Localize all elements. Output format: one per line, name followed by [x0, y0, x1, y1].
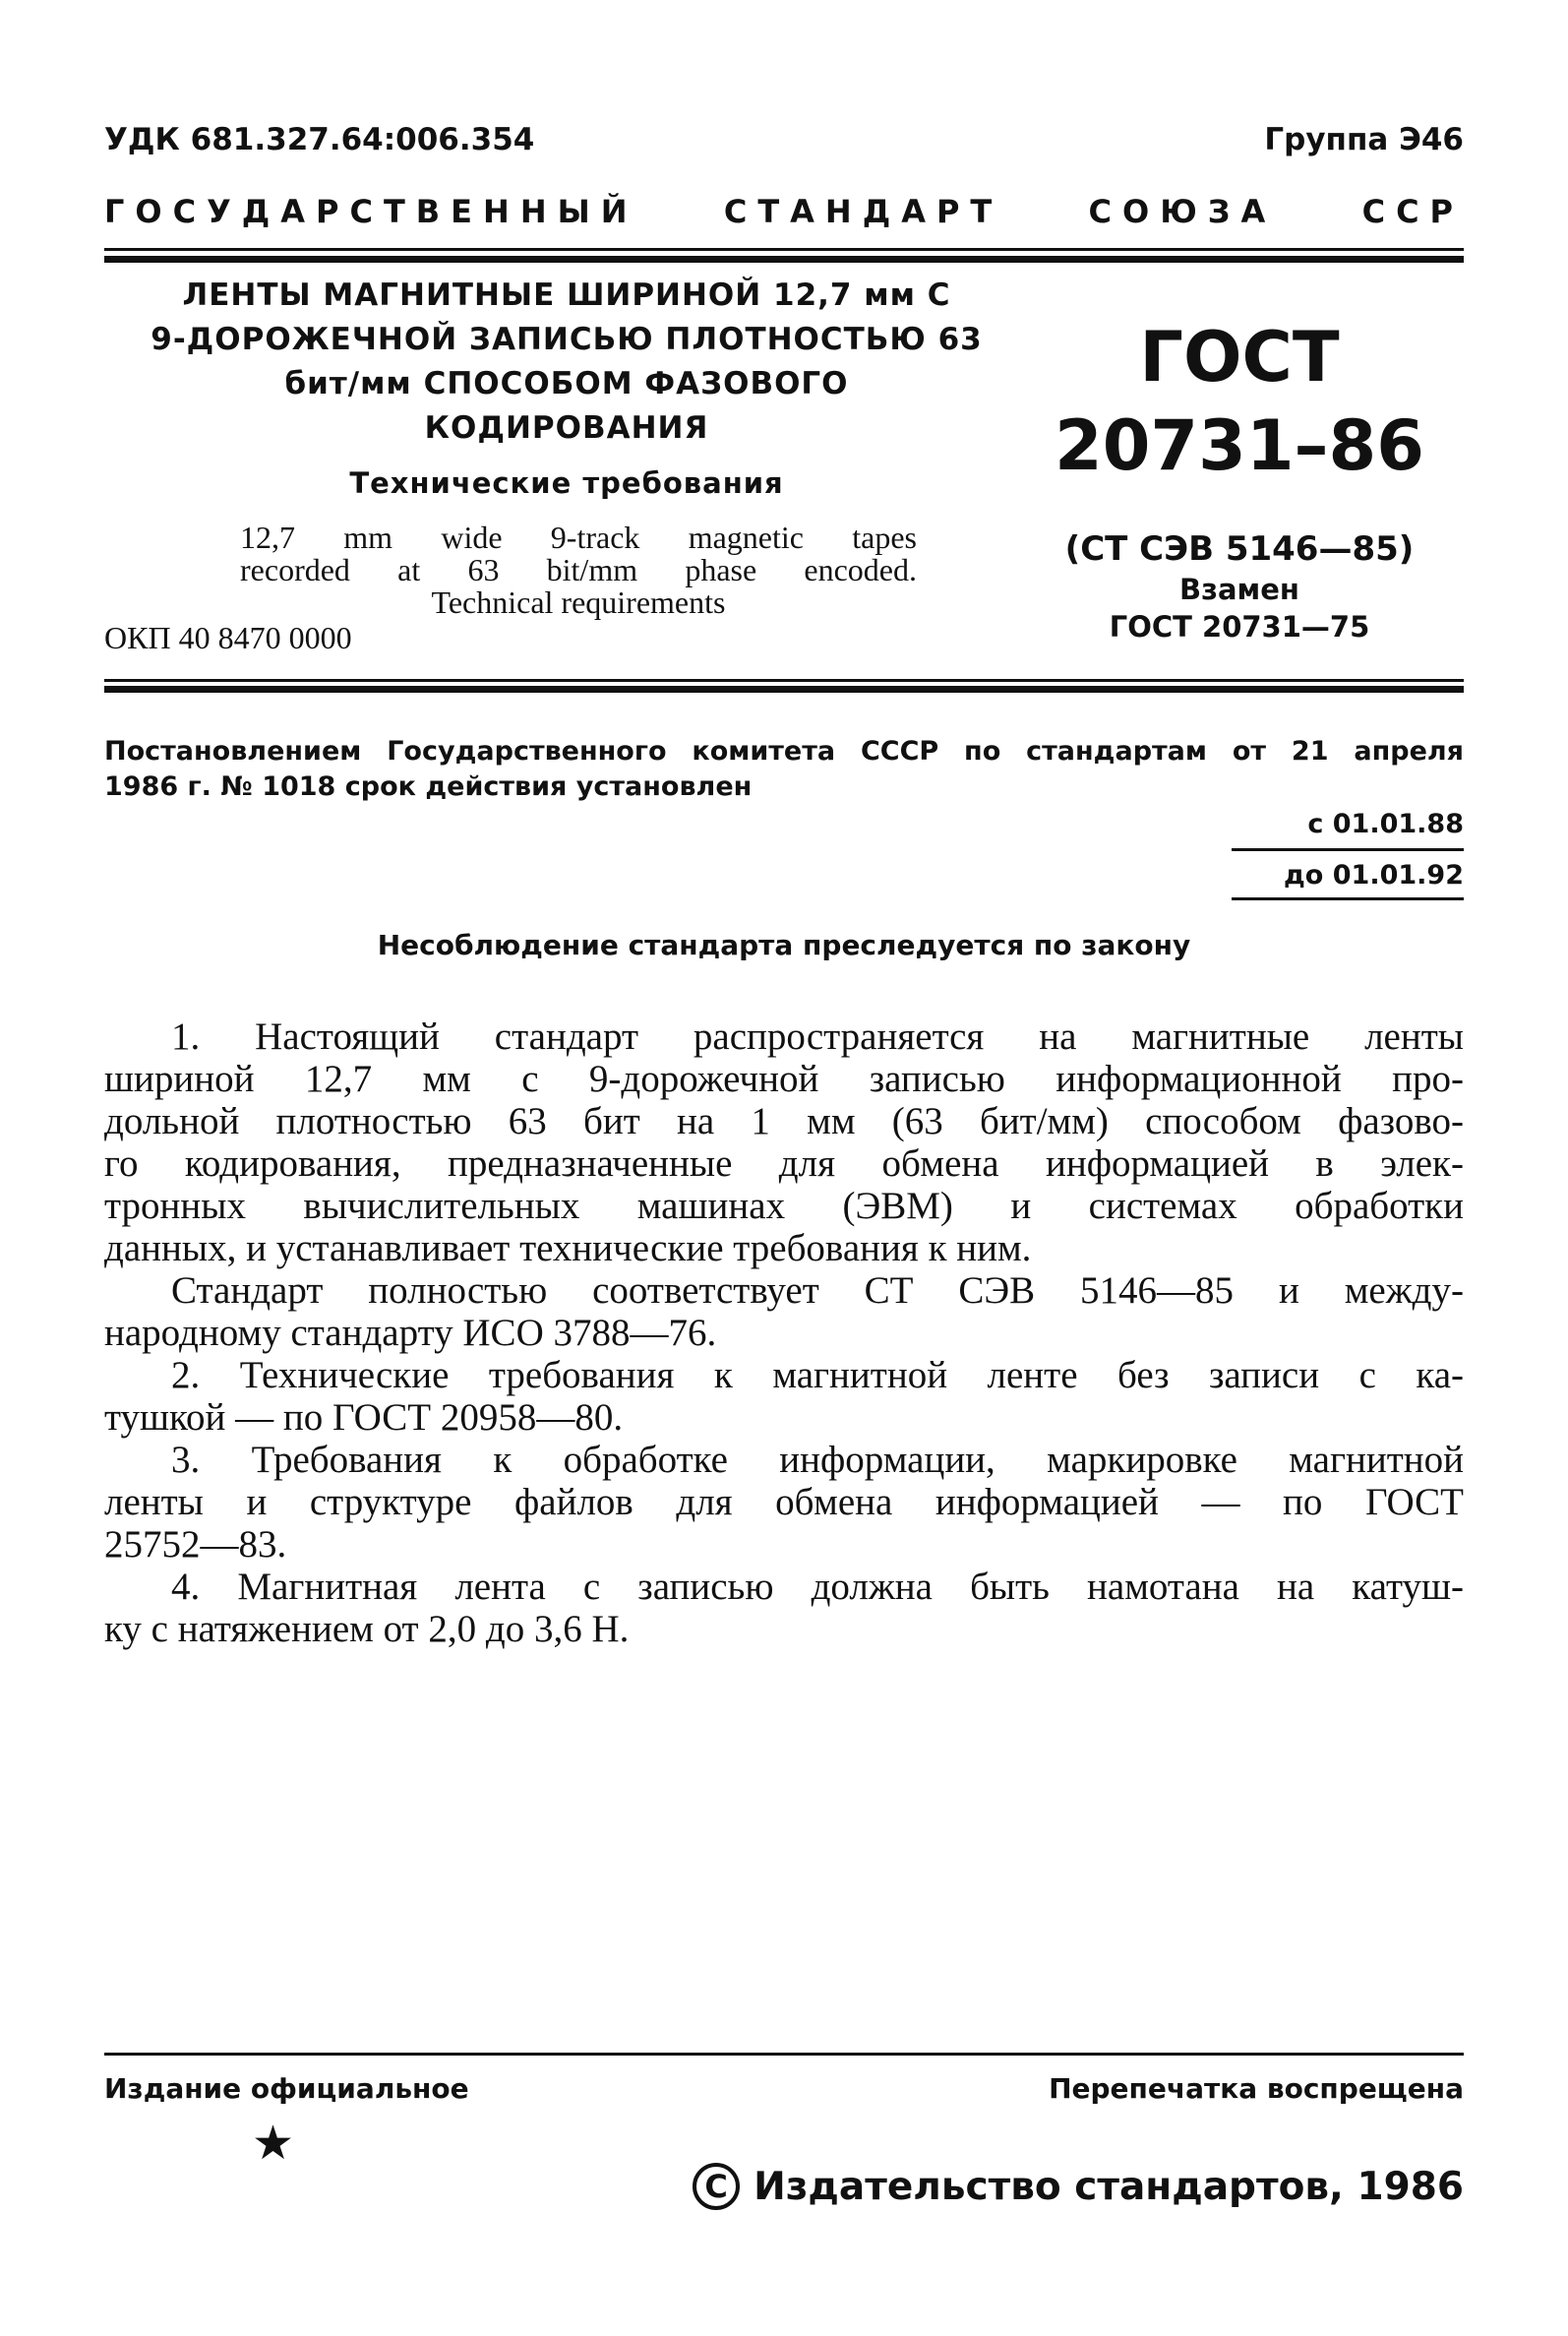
title-line: КОДИРОВАНИЯ	[424, 410, 709, 446]
official-edition: Издание официальное	[104, 2072, 469, 2105]
body-line: дольной плотностью 63 бит на 1 мм (63 бит/мм) способом фазово-	[104, 1100, 1464, 1142]
legal-warning: Несоблюдение стандарта преследуется по закону	[377, 929, 1191, 961]
date-rule	[1232, 848, 1464, 851]
banner-word: СТАНДАРТ	[723, 193, 1003, 230]
replaces-value: ГОСТ 20731—75	[1109, 610, 1370, 644]
okp-code: ОКП 40 8470 0000	[104, 620, 352, 655]
star-icon: ★	[252, 2116, 295, 2171]
copyright-icon: C	[693, 2163, 740, 2210]
banner-word: ГОСУДАРСТВЕННЫЙ	[104, 193, 638, 230]
banner-word: ССР	[1361, 193, 1464, 230]
body-line: Стандарт полностью соответствует СТ СЭВ 5146—85 и между-	[171, 1269, 1464, 1312]
body-line: 3. Требования к обработке информации, маркировке магнитной	[171, 1439, 1464, 1481]
title-line: ЛЕНТЫ МАГНИТНЫЕ ШИРИНОЙ 12,7 мм С	[182, 277, 951, 313]
title-line: бит/мм СПОСОБОМ ФАЗОВОГО	[284, 366, 849, 401]
top-rule-thin	[104, 248, 1464, 251]
effective-to-date: до 01.01.92	[1284, 860, 1464, 891]
date-rule	[1232, 897, 1464, 900]
state-standard-banner	[104, 193, 1464, 230]
st-sev-reference: (СТ СЭВ 5146—85)	[1064, 529, 1415, 569]
title-line: 9-ДОРОЖЕЧНОЙ ЗАПИСЬЮ ПЛОТНОСТЬЮ 63	[151, 322, 983, 357]
body-line: ку с натяжением от 2,0 до 3,6 Н.	[104, 1608, 630, 1650]
effective-from-date: с 01.01.88	[1307, 809, 1464, 839]
body-line: 2. Технические требования к магнитной ленте без записи с ка-	[171, 1354, 1464, 1396]
gost-word: ГОСТ	[1139, 317, 1340, 398]
standard-subtitle: Технические требования	[349, 466, 784, 500]
body-line: тронных вычислительных машинах (ЭВМ) и системах обработки	[104, 1185, 1464, 1227]
publisher-line	[693, 2163, 1464, 2210]
middle-rule-thin	[104, 679, 1464, 682]
group-code: Группа Э46	[1264, 122, 1464, 157]
body-line: ленты и структуре файлов для обмена информацией — по ГОСТ	[104, 1481, 1464, 1523]
udk-code: УДК 681.327.64:006.354	[104, 122, 535, 157]
english-title-line: Technical requirements	[431, 584, 726, 620]
middle-rule-thick	[104, 686, 1464, 693]
replaces-block	[1033, 571, 1446, 645]
body-line: тушкой — по ГОСТ 20958—80.	[104, 1396, 624, 1439]
standard-body	[104, 1015, 1464, 1650]
decree-line-2: 1986 г. № 1018 срок действия установлен	[104, 771, 753, 802]
reprint-prohibited: Перепечатка воспрещена	[1049, 2072, 1464, 2105]
replaces-label: Взамен	[1179, 573, 1299, 606]
body-line: 4. Магнитная лента с записью должна быть намотана на катуш-	[171, 1566, 1464, 1608]
header-row	[104, 122, 1464, 161]
publisher-name: Издательство стандартов, 1986	[754, 2164, 1464, 2209]
top-rule-thick	[104, 256, 1464, 263]
english-title-line: 12,7 mm wide 9-track magnetic tapes	[240, 520, 917, 555]
gost-number: 20731–86	[1055, 405, 1424, 486]
body-line: го кодирования, предназначенные для обмена информацией в элек-	[104, 1142, 1464, 1185]
gost-designation	[1033, 313, 1446, 490]
banner-word: СОЮЗА	[1088, 193, 1277, 230]
decree-line-1: Постановлением Государственного комитета СССР по стандартам от 21 апреля	[104, 736, 1464, 767]
body-line: данных, и устанавливает технические требования к ним.	[104, 1227, 1032, 1269]
body-line: народному стандарту ИСО 3788—76.	[104, 1312, 717, 1354]
body-line: 25752—83.	[104, 1523, 287, 1566]
standard-title	[144, 274, 990, 451]
english-title	[240, 522, 917, 619]
footer-rule	[104, 2053, 1464, 2056]
body-line: 1. Настоящий стандарт распространяется на магнитные ленты	[171, 1015, 1464, 1058]
english-title-line: recorded at 63 bit/mm phase encoded.	[240, 552, 917, 587]
body-line: шириной 12,7 мм с 9-дорожечной записью информационной про-	[104, 1058, 1464, 1100]
